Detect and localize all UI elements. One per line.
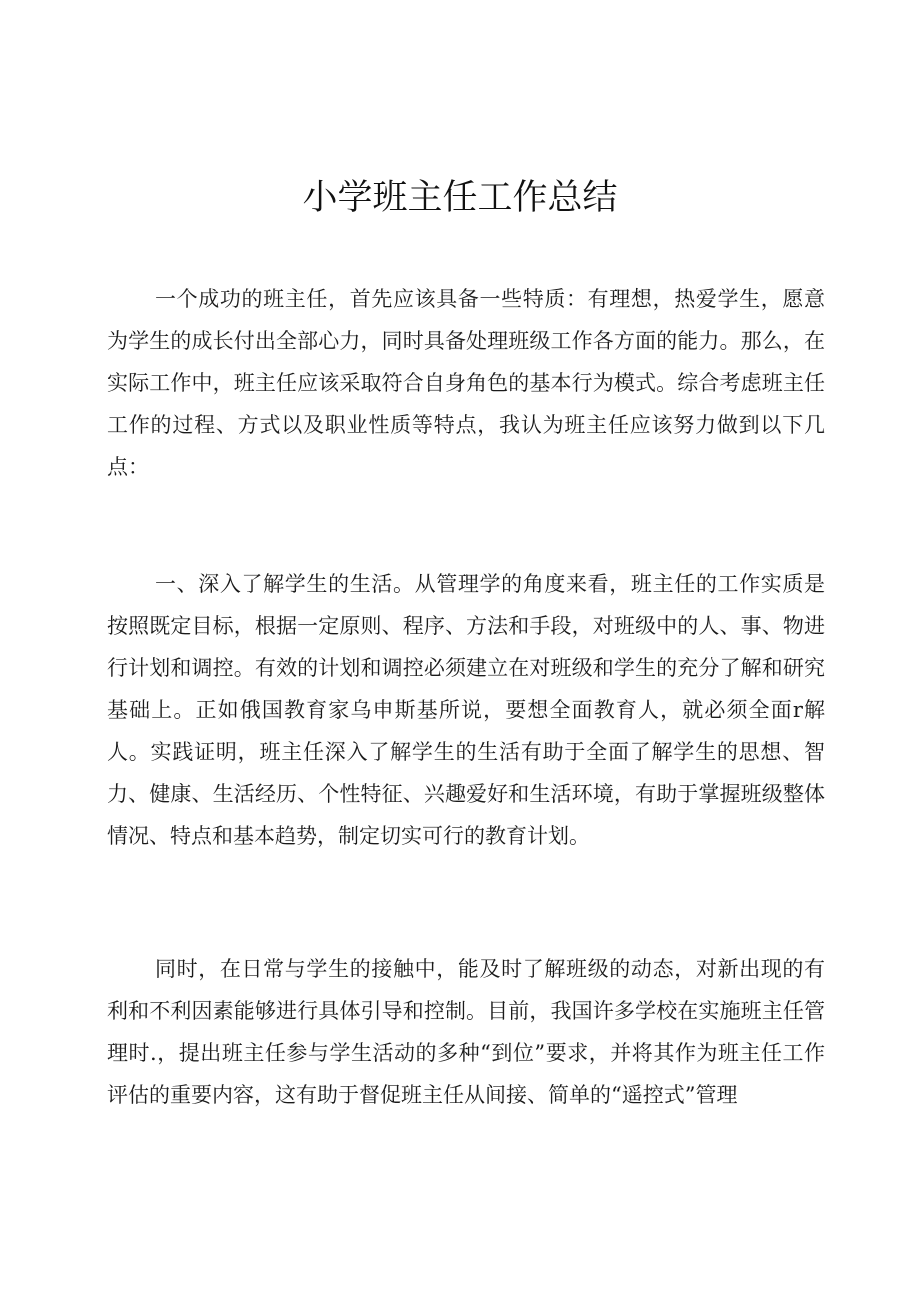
page-title: 小学班主任工作总结: [302, 178, 618, 218]
paragraph-intro: 一个成功的班主任，首先应该具备一些特质：有理想，热爱学生，愿意为学生的成长付出全部心力，同时具备处理班级工作各方面的能力。那么，在实际工作中，班主任应该采取符合自身角色的基本行为模式。综合考虑班主任工作的过程、方式以及职业性质等特点，我认为班主任应该努力做到以下几点：: [107, 287, 825, 479]
paragraph-section-one: 一、深入了解学生的生活。从管理学的角度来看，班主任的工作实质是按照既定目标，根据一定原则、程序、方法和手段，对班级中的人、事、物进行计划和调控。有效的计划和调控必须建立在对班级和学生的充分了解和研究基础上。正如俄国教育家乌申斯基所说，要想全面教育人，就必须全面r解人。实践证明，班主任深入了解学生的生活有助于全面了解学生的思想、智力、健康、生活经历、个性特征、兴趣爱好和生活环境，有助于掌握班级整体情况、特点和基本趋势，制定切实可行的教育计划。: [107, 572, 825, 848]
paragraph-daily-contact: 同时，在日常与学生的接触中，能及时了解班级的动态，对新出现的有利和不利因素能够进行具体引导和控制。目前，我国许多学校在实施班主任管理时.，提出班主任参与学生活动的多种“到位”要求，并将其作为班主任工作评估的重要内容，这有助于督促班主任从间接、简单的“遥控式”管理: [107, 957, 825, 1107]
